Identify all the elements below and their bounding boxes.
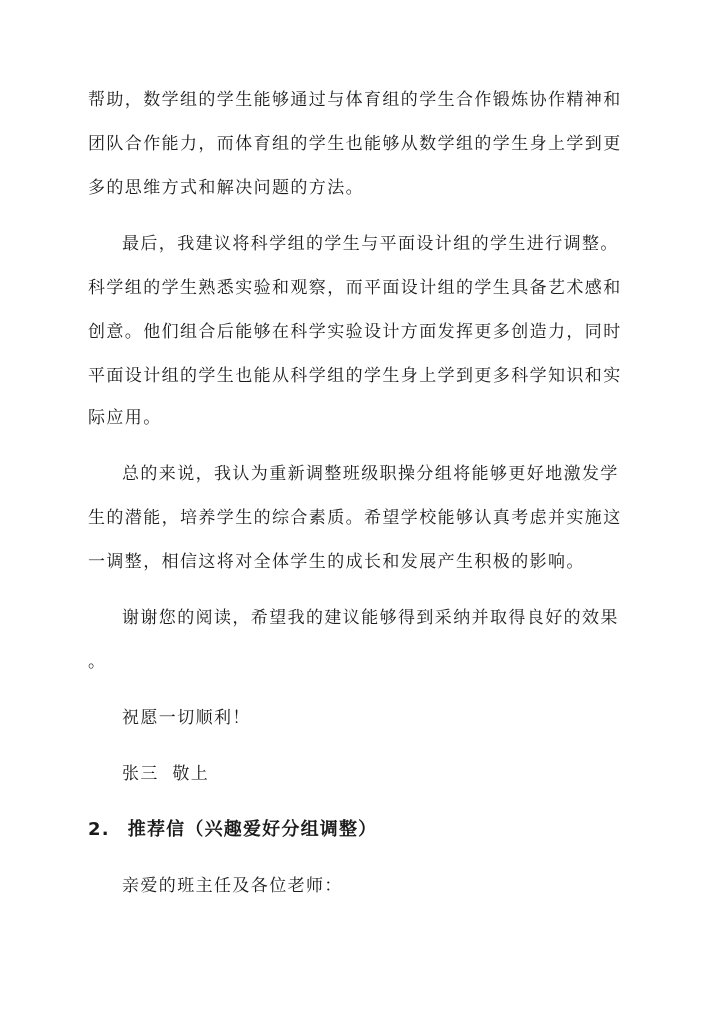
paragraph-line: 团队合作能力，而体育组的学生也能够从数学组的学生身上学到更 <box>88 134 622 154</box>
paragraph-line: 平面设计组的学生也能从科学组的学生身上学到更多科学知识和实 <box>88 366 622 386</box>
salutation: 亲爱的班主任及各位老师： <box>122 876 343 896</box>
section-title: 推荐信（兴趣爱好分组调整） <box>127 819 378 840</box>
paragraph-line: 一调整，相信这将对全体学生的成长和发展产生积极的影响。 <box>88 552 585 572</box>
closing-text: 祝愿一切顺利！ <box>122 708 251 728</box>
paragraph-line: 多的思维方式和解决问题的方法。 <box>88 178 364 198</box>
paragraph-line: 创意。他们组合后能够在科学实验设计方面发挥更多创造力，同时 <box>88 322 622 342</box>
paragraph-line: 帮助，数学组的学生能够通过与体育组的学生合作锻炼协作精神和 <box>88 90 622 110</box>
section-number: 2. <box>88 819 110 840</box>
paragraph-line: 际应用。 <box>88 408 162 428</box>
paragraph-line: 总的来说，我认为重新调整班级职操分组将能够更好地激发学 <box>122 464 619 484</box>
paragraph-line: 谢谢您的阅读，希望我的建议能够得到采纳并取得良好的效果 <box>122 608 619 628</box>
signature: 张三 敬上 <box>122 764 210 784</box>
paragraph-line: 生的潜能，培养学生的综合素质。希望学校能够认真考虑并实施这 <box>88 508 622 528</box>
paragraph-line: 科学组的学生熟悉实验和观察，而平面设计组的学生具备艺术感和 <box>88 278 622 298</box>
paragraph-line: 。 <box>88 652 107 672</box>
paragraph-line: 最后，我建议将科学组的学生与平面设计组的学生进行调整。 <box>122 234 619 254</box>
section-heading <box>88 818 377 842</box>
